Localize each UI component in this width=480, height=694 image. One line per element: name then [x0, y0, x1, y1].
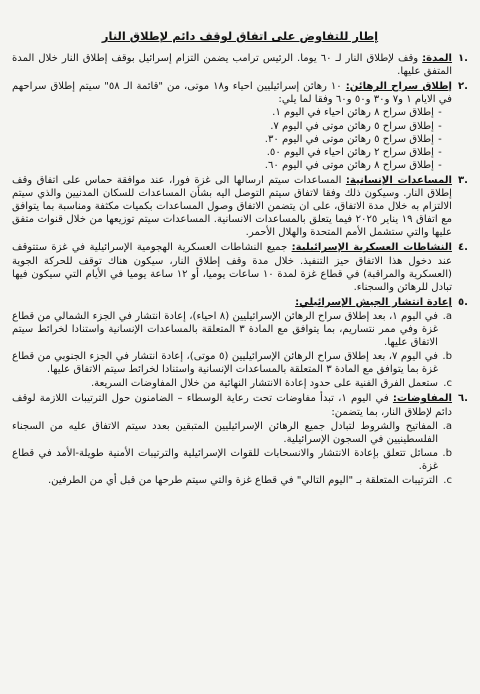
section-number: .٣ — [457, 174, 468, 186]
sub-item — [12, 377, 452, 390]
bullet-dash: - — [438, 133, 442, 145]
section-3 — [12, 174, 468, 239]
bullet-item — [12, 133, 446, 146]
section-number: .١ — [457, 53, 468, 65]
section-number: .٥ — [457, 296, 468, 308]
section-5 — [12, 296, 468, 391]
section-paragraph — [12, 392, 452, 418]
section-6 — [12, 392, 468, 487]
sub-item-text: ستعمل الفرق الفنية على حدود إعادة الانتشار النهائية من خلال المفاوضات السريعة. — [90, 378, 438, 390]
sub-item-text: مسائل تتعلق بإعادة الانتشار والانسحابات للقوات الإسرائيلية والترتيبات الأمنية طويلة-الأمد في قطاع غزة. — [12, 447, 438, 472]
bullet-text: إطلاق سراح ٢ رهائن احياء في اليوم ٥٠. — [266, 146, 434, 158]
bullet-text: إطلاق سراح ٨ رهائن موتى في اليوم ٦٠. — [264, 159, 434, 171]
section-heading: المدة: — [422, 53, 452, 65]
sub-item-text: الترتيبات المتعلقة بـ "اليوم التالي" في قطاع غزة والتي سيتم طرحها من قبل أي من الطرفين. — [47, 475, 438, 486]
sub-item-text: المفاتيح والشروط لتبادل جميع الرهائن الإسرائيليين المتبقين بعدد سيتم الاتفاق عليه من السجناء الفلسطينيين في السجون الإسرائيلية. — [12, 420, 438, 445]
section-body — [12, 174, 452, 239]
section-number: .٢ — [457, 81, 468, 93]
bullet-text: إطلاق سراح ٥ رهائن موتى في اليوم ٧. — [270, 120, 434, 132]
section-2 — [12, 80, 468, 172]
section-body — [12, 241, 452, 293]
sub-item-letter: b. — [442, 351, 452, 363]
bullet-item — [12, 146, 446, 159]
section-body — [12, 80, 452, 172]
sub-item-letter: a. — [442, 420, 452, 432]
section-4 — [12, 241, 468, 293]
section-text: المساعدات سيتم ارسالها الى غزة فورا، عند موافقة حماس على اتفاق وقف إطلاق النار. وسيكون ذلك وفقا لاتفاق سيتم التوصل اليه بشأن المساعدات للسكان المدنيين والذي سيتم الالتزام به خلال مدة الاتفاق، على ان يتضمن الاتفاق وصول المساعدات بكميات مكثفة ومناسبة بما يتوافق مع اتفاق ١٩ يناير ٢٠٢٥ فيما يتعلق بالمساعدات الانسانية. المساعدات سيتم توزيعها من خلال قنوات متفق عليها والتي ستشمل الأمم المتحدة والهلال الأحمر. — [12, 174, 452, 239]
bullet-item — [12, 106, 446, 119]
section-paragraph — [12, 241, 452, 293]
sub-item-text: في اليوم ١، بعد إطلاق سراح الرهائن الإسرائيليين (٨ احياء)، إعادة انتشار في الجزء الشمالي من قطاع غزة وفي ممر نتساريم، بما يتوافق مع المادة ٣ المتعلقة بالمساعدات الإنسانية واستنادا لخرائط سيتم الاتفاق عليها. — [12, 310, 439, 349]
section-heading: المساعدات الإنسانية: — [345, 174, 452, 186]
section-body — [12, 296, 452, 391]
section-number: .٤ — [457, 242, 468, 254]
sub-item-letter: c. — [443, 475, 452, 486]
bullet-item — [12, 120, 446, 133]
section-body — [12, 52, 452, 78]
sub-item-text: في اليوم ٧، بعد إطلاق سراح الرهائن الإسرائيليين (٥ موتى)، إعادة انتشار في الجزء الجنوبي من قطاع غزة بما يتوافق مع المادة ٣ المتعلقة بالمساعدات الإنسانية واستنادا لخرائط سيتم الاتفاق عليها. — [12, 351, 438, 376]
section-text: ١٠ رهائن إسرائيليين احياء و١٨ موتى، من "قائمة الـ ٥٨" سيتم إطلاق سراحهم في الايام ١ و٧ و٣٠ و٥٠ و٦٠ وفقا لما يلي: — [12, 81, 452, 106]
section-1 — [12, 52, 468, 78]
section-paragraph — [12, 296, 452, 309]
sub-item-letter: b. — [442, 447, 452, 459]
section-paragraph — [12, 52, 452, 78]
sub-item — [12, 447, 452, 473]
bullet-text: إطلاق سراح ٨ رهائن احياء في اليوم ١. — [272, 107, 434, 119]
bullet-dash: - — [438, 120, 442, 132]
section-heading: إعادة انتشار الجيش الإسرائيلي: — [295, 296, 452, 308]
sub-item-letter: c. — [443, 378, 452, 390]
section-heading: إطلاق سراح الرهائن: — [345, 81, 453, 93]
bullet-dash: - — [438, 159, 442, 171]
section-paragraph — [12, 174, 452, 239]
section-text: وقف لإطلاق النار لـ ٦٠ يوما. الرئيس ترامب يضمن التزام إسرائيل بوقف إطلاق النار خلال المدة المتفق عليها. — [12, 53, 452, 78]
bullet-list — [12, 106, 452, 171]
bullet-dash: - — [438, 107, 442, 119]
section-number: .٦ — [457, 393, 468, 405]
sub-item — [12, 420, 452, 446]
bullet-text: إطلاق سراح ٥ رهائن موتى في اليوم ٣٠. — [264, 133, 434, 145]
sub-item — [12, 350, 452, 376]
bullet-item — [12, 159, 446, 172]
section-heading: النشاطات العسكرية الإسرائيلية: — [291, 242, 452, 254]
section-body — [12, 392, 452, 487]
sub-item-letter: a. — [442, 310, 452, 322]
section-heading: المفاوضات: — [392, 393, 452, 405]
sections-container — [12, 52, 468, 487]
sub-item — [12, 310, 452, 349]
sub-item — [12, 474, 452, 487]
section-text: جميع النشاطات العسكرية الهجومية الإسرائيلية في غزة ستتوقف عند دخول هذا الاتفاق حيز التنفيذ. خلال مدة وقف إطلاق النار، سيكون هناك توقف للحركة الجوية (العسكرية والمراقبة) في قطاع غزة لمدة ١٠ ساعات يوميا، أو ١٢ ساعة يوميا في الأيام التي سيكون فيها تبادل للرهائن والسجناء. — [12, 242, 452, 293]
section-paragraph — [12, 80, 452, 106]
section-text: في اليوم ١، تبدأ مفاوضات تحت رعاية الوسطاء – الضامنون حول الترتيبات اللازمة لوقف دائم لإطلاق النار، بما يتضمن: — [12, 393, 452, 418]
document-title: إطار للتفاوض على اتفاق لوقف دائم لإطلاق النار — [101, 29, 379, 43]
bullet-dash: - — [438, 146, 442, 158]
